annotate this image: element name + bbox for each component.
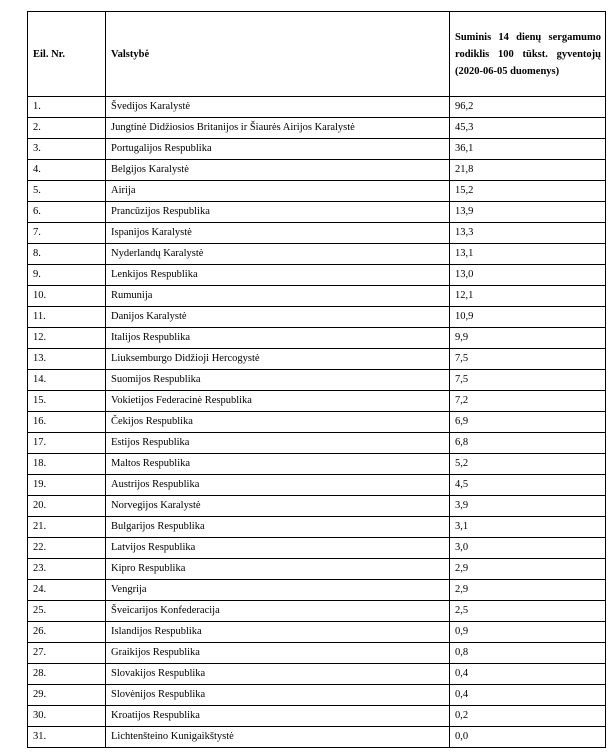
rate-cell: 0,4 [450, 685, 606, 706]
country-cell: Vokietijos Federacinė Respublika [106, 391, 450, 412]
row-number-cell: 15. [28, 391, 106, 412]
header-rate: Suminis 14 dienų sergamumo rodiklis 100 tūkst. gyventojų (2020-06-05 duomenys) [450, 12, 606, 97]
rate-cell: 13,9 [450, 202, 606, 223]
table-row [28, 643, 606, 664]
country-cell: Liuksemburgo Didžioji Hercogystė [106, 349, 450, 370]
row-number-cell: 12. [28, 328, 106, 349]
country-cell: Vengrija [106, 580, 450, 601]
header-number: Eil. Nr. [28, 12, 106, 97]
row-number-cell: 4. [28, 160, 106, 181]
country-cell: Italijos Respublika [106, 328, 450, 349]
row-number-cell: 30. [28, 706, 106, 727]
rate-cell: 21,8 [450, 160, 606, 181]
rate-cell: 7,2 [450, 391, 606, 412]
rate-cell: 3,1 [450, 517, 606, 538]
rate-cell: 9,9 [450, 328, 606, 349]
country-cell: Slovakijos Respublika [106, 664, 450, 685]
country-cell: Suomijos Respublika [106, 370, 450, 391]
table-row [28, 328, 606, 349]
rate-cell: 0,9 [450, 622, 606, 643]
table-row [28, 454, 606, 475]
rate-cell: 3,9 [450, 496, 606, 517]
table-row [28, 559, 606, 580]
rate-cell: 2,9 [450, 559, 606, 580]
country-cell: Slovėnijos Respublika [106, 685, 450, 706]
row-number-cell: 14. [28, 370, 106, 391]
row-number-cell: 22. [28, 538, 106, 559]
row-number-cell: 26. [28, 622, 106, 643]
row-number-cell: 23. [28, 559, 106, 580]
table-row [28, 664, 606, 685]
rate-cell: 13,3 [450, 223, 606, 244]
table-row [28, 517, 606, 538]
table-row [28, 223, 606, 244]
rate-cell: 13,1 [450, 244, 606, 265]
country-cell: Latvijos Respublika [106, 538, 450, 559]
country-cell: Belgijos Karalystė [106, 160, 450, 181]
row-number-cell: 25. [28, 601, 106, 622]
table-header-row [28, 12, 606, 97]
row-number-cell: 10. [28, 286, 106, 307]
rate-cell: 15,2 [450, 181, 606, 202]
document-table-container [27, 11, 606, 748]
table-row [28, 139, 606, 160]
country-cell: Rumunija [106, 286, 450, 307]
row-number-cell: 13. [28, 349, 106, 370]
rate-cell: 96,2 [450, 97, 606, 118]
row-number-cell: 24. [28, 580, 106, 601]
row-number-cell: 9. [28, 265, 106, 286]
table-body [28, 97, 606, 748]
table-row [28, 580, 606, 601]
country-cell: Maltos Respublika [106, 454, 450, 475]
table-row [28, 412, 606, 433]
row-number-cell: 2. [28, 118, 106, 139]
table-row [28, 727, 606, 748]
row-number-cell: 29. [28, 685, 106, 706]
rate-cell: 2,9 [450, 580, 606, 601]
rate-cell: 0,8 [450, 643, 606, 664]
table-row [28, 160, 606, 181]
rate-cell: 0,2 [450, 706, 606, 727]
table-row [28, 370, 606, 391]
country-cell: Austrijos Respublika [106, 475, 450, 496]
table-row [28, 202, 606, 223]
country-cell: Nyderlandų Karalystė [106, 244, 450, 265]
rate-cell: 12,1 [450, 286, 606, 307]
rate-cell: 7,5 [450, 370, 606, 391]
table-row [28, 622, 606, 643]
rate-cell: 3,0 [450, 538, 606, 559]
row-number-cell: 19. [28, 475, 106, 496]
country-cell: Bulgarijos Respublika [106, 517, 450, 538]
country-cell: Jungtinė Didžiosios Britanijos ir Šiaurės Airijos Karalystė [106, 118, 450, 139]
rate-cell: 6,9 [450, 412, 606, 433]
table-row [28, 538, 606, 559]
rate-cell: 7,5 [450, 349, 606, 370]
country-cell: Kroatijos Respublika [106, 706, 450, 727]
row-number-cell: 21. [28, 517, 106, 538]
country-cell: Lichtenšteino Kunigaikštystė [106, 727, 450, 748]
row-number-cell: 16. [28, 412, 106, 433]
rate-cell: 0,4 [450, 664, 606, 685]
row-number-cell: 28. [28, 664, 106, 685]
rate-cell: 45,3 [450, 118, 606, 139]
row-number-cell: 3. [28, 139, 106, 160]
row-number-cell: 11. [28, 307, 106, 328]
country-cell: Lenkijos Respublika [106, 265, 450, 286]
rate-cell: 36,1 [450, 139, 606, 160]
row-number-cell: 27. [28, 643, 106, 664]
table-row [28, 118, 606, 139]
rate-cell: 2,5 [450, 601, 606, 622]
row-number-cell: 7. [28, 223, 106, 244]
country-cell: Norvegijos Karalystė [106, 496, 450, 517]
table-row [28, 181, 606, 202]
row-number-cell: 20. [28, 496, 106, 517]
row-number-cell: 31. [28, 727, 106, 748]
row-number-cell: 18. [28, 454, 106, 475]
country-cell: Kipro Respublika [106, 559, 450, 580]
table-row [28, 286, 606, 307]
row-number-cell: 17. [28, 433, 106, 454]
country-cell: Šveicarijos Konfederacija [106, 601, 450, 622]
rate-cell: 10,9 [450, 307, 606, 328]
table-row [28, 433, 606, 454]
country-cell: Ispanijos Karalystė [106, 223, 450, 244]
country-cell: Islandijos Respublika [106, 622, 450, 643]
table-row [28, 244, 606, 265]
table-row [28, 265, 606, 286]
table-row [28, 601, 606, 622]
table-row [28, 391, 606, 412]
country-cell: Švedijos Karalystė [106, 97, 450, 118]
country-cell: Prancūzijos Respublika [106, 202, 450, 223]
header-country: Valstybė [106, 12, 450, 97]
row-number-cell: 6. [28, 202, 106, 223]
rate-cell: 0,0 [450, 727, 606, 748]
table-row [28, 475, 606, 496]
row-number-cell: 8. [28, 244, 106, 265]
country-cell: Portugalijos Respublika [106, 139, 450, 160]
table-row [28, 706, 606, 727]
table-row [28, 685, 606, 706]
country-cell: Čekijos Respublika [106, 412, 450, 433]
row-number-cell: 1. [28, 97, 106, 118]
table-row [28, 496, 606, 517]
table-row [28, 349, 606, 370]
table-row [28, 97, 606, 118]
rate-cell: 13,0 [450, 265, 606, 286]
country-cell: Graikijos Respublika [106, 643, 450, 664]
rate-cell: 4,5 [450, 475, 606, 496]
country-cell: Danijos Karalystė [106, 307, 450, 328]
incidence-table [27, 11, 606, 748]
country-cell: Airija [106, 181, 450, 202]
rate-cell: 5,2 [450, 454, 606, 475]
row-number-cell: 5. [28, 181, 106, 202]
rate-cell: 6,8 [450, 433, 606, 454]
table-row [28, 307, 606, 328]
country-cell: Estijos Respublika [106, 433, 450, 454]
